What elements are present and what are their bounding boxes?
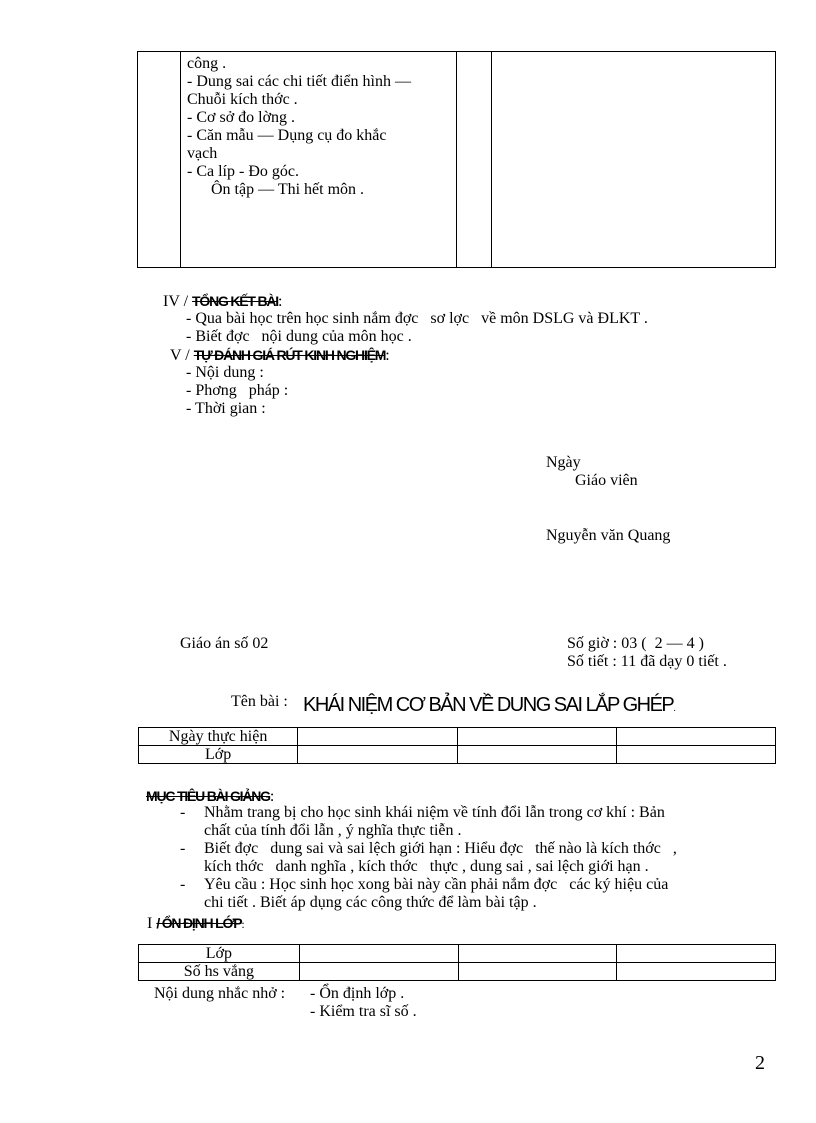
content-line: vạch: [187, 145, 218, 162]
table-row: [139, 746, 776, 764]
section-v-heading: [170, 346, 390, 365]
section-iv-heading: [163, 292, 282, 311]
section-iv-item: - Qua bài học trên học sinh nắm đợc sơ lợc về môn DSLG và ĐLKT .: [186, 310, 648, 327]
row-label: Lớp: [139, 746, 298, 764]
page-number: 2: [755, 1052, 765, 1074]
section-v-item: - Nội dung :: [186, 364, 264, 381]
lesson-periods: Số tiết : 11 đã dạy 0 tiết .: [567, 653, 727, 670]
section-colon: :: [241, 917, 245, 931]
section-numeral: V /: [170, 347, 190, 364]
table-row: [139, 945, 776, 963]
objective-bullet: -: [180, 840, 186, 857]
section-numeral: IV /: [163, 293, 189, 310]
section-title: / ỔN ĐỊNH LỚP: [156, 915, 242, 931]
content-line: - Dung sai các chi tiết điển hình —: [187, 73, 411, 90]
objective-text: Yêu cầu : Học sinh học xong bài này cần phải nắm đợc các ký hiệu của: [204, 876, 669, 893]
section-v-item: - Phơng pháp :: [186, 382, 289, 399]
lesson-title-dot: .: [673, 703, 675, 714]
row-label: Lớp: [139, 945, 300, 963]
section-i-heading: [147, 914, 245, 933]
objective-text: chi tiết . Biết áp dụng các công thức để làm bài tập .: [204, 894, 537, 911]
signature-date: Ngày: [546, 454, 581, 471]
section-iv-item: - Biết đợc nội dung của môn học .: [186, 328, 412, 345]
table-divider: [456, 52, 457, 267]
signature-role: Giáo viên: [575, 472, 638, 489]
section-numeral: I: [147, 915, 153, 932]
objective-text: chất của tính đổi lẫn , ý nghĩa thực tiễn .: [204, 822, 462, 839]
signature-name: Nguyễn văn Quang: [546, 527, 671, 544]
lesson-title: [303, 693, 675, 721]
lesson-hours: Số giờ : 03 ( 2 — 4 ): [567, 635, 704, 652]
section-colon: :: [385, 347, 390, 364]
table-row: [139, 963, 776, 981]
content-line: - Cơ sở đo lờng .: [187, 109, 296, 126]
reminder-item: - Kiểm tra sĩ số .: [310, 1003, 417, 1020]
content-line: - Ca líp - Đo góc.: [187, 163, 299, 180]
content-line: Chuỗi kích thớc .: [187, 91, 298, 108]
content-line: công .: [187, 55, 227, 72]
reminder-label: Nội dung nhắc nhở :: [154, 985, 286, 1002]
lesson-title-text: KHÁI NIỆM CƠ BẢN VỀ DUNG SAI LẮP GHÉP: [303, 694, 674, 716]
objective-text: Nhằm trang bị cho học sinh khái niệm về tính đổi lẫn trong cơ khí : Bản: [204, 804, 665, 821]
objective-bullet: -: [180, 876, 186, 893]
row-label: Ngày thực hiện: [139, 728, 298, 746]
objective-text: kích thớc danh nghĩa , kích thớc thực , dung sai , sai lệch giới hạn .: [204, 858, 649, 875]
objectives-title: MỤC TIÊU BÀI GIẢNG: [146, 788, 270, 804]
info-table: [138, 727, 776, 764]
lesson-title-label: Tên bài :: [231, 693, 288, 710]
content-line: Ôn tập — Thi hết môn .: [187, 181, 365, 198]
section-colon: :: [277, 293, 283, 310]
objective-text: Biết đợc dung sai và sai lệch giới hạn : Hiểu đợc thế nào là kích thớc ,: [204, 840, 677, 857]
reminder-item: - Ổn định lớp .: [310, 985, 405, 1002]
section-v-item: - Thời gian :: [186, 400, 266, 417]
section-title: TỔNG KẾT BÀI: [192, 293, 278, 309]
table-divider: [491, 52, 492, 267]
objectives-colon: :: [269, 788, 275, 805]
table-divider: [180, 52, 181, 267]
objective-bullet: -: [180, 804, 186, 821]
content-line: - Căn mẫu — Dụng cụ đo khắc: [187, 127, 387, 144]
class-table: [138, 944, 776, 981]
row-label: Số hs vắng: [139, 963, 300, 981]
section-title: TỰ ĐÁNH GIÁ RÚT KINH NGHIỆM: [193, 347, 386, 363]
table-row: [139, 728, 776, 746]
lesson-number: Giáo án số 02: [180, 635, 269, 652]
